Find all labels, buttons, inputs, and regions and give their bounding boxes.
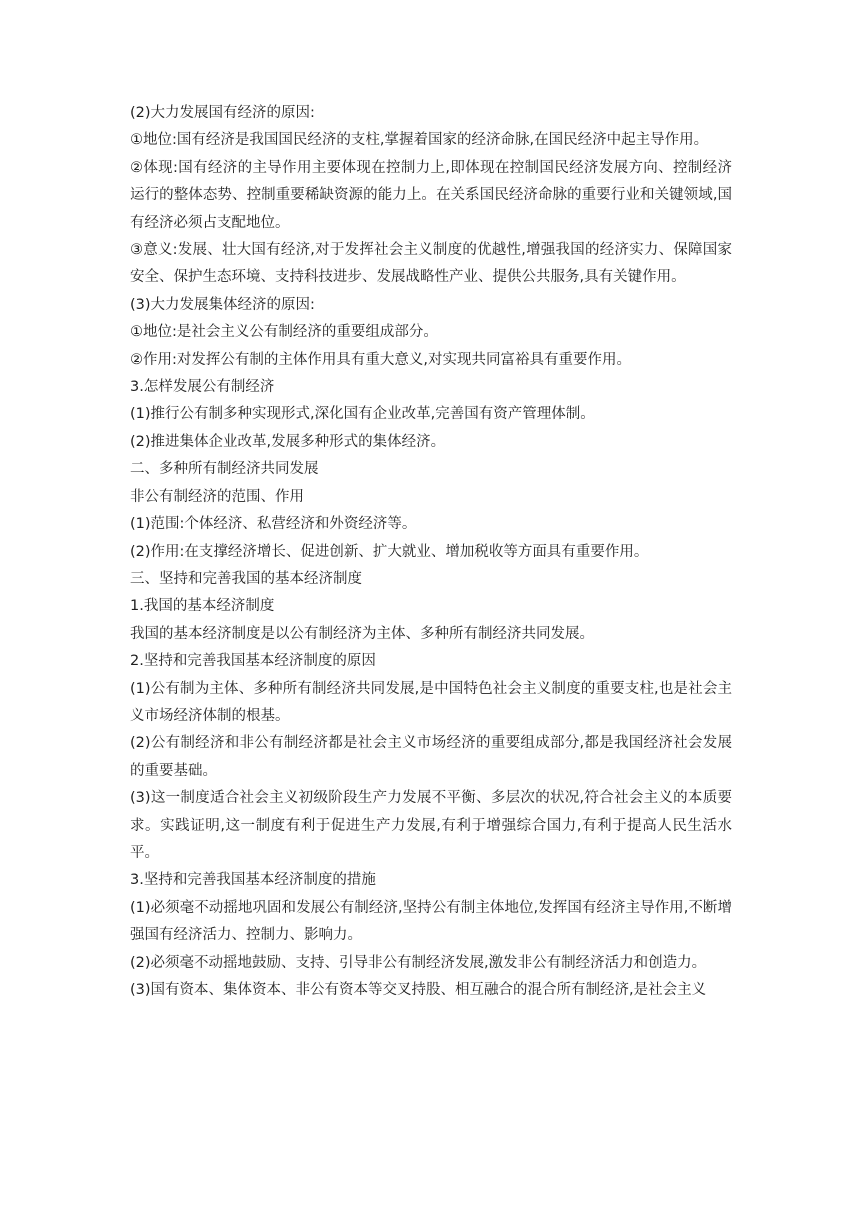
paragraph-collective-economy-position: ①地位:是社会主义公有制经济的重要组成部分。 <box>130 324 438 341</box>
paragraph-state-economy-manifestation: ②体现:国有经济的主导作用主要体现在控制力上,即体现在控制国民经济发展方向、控制经济运行的整体态势、控制重要稀缺资源的能力上。在关系国民经济命脉的重要行业和关键领域,国有经济必须占支配地位。 <box>130 159 732 231</box>
paragraph-basic-system-measure-3: (3)国有资本、集体资本、非公有资本等交叉持股、相互融合的混合所有制经济,是社会主义 <box>130 982 707 998</box>
paragraph-how-develop-public-heading: 3.怎样发展公有制经济 <box>130 379 275 396</box>
paragraph-collective-economy-role: ②作用:对发挥公有制的主体作用具有重大意义,对实现共同富裕具有重要作用。 <box>130 351 631 368</box>
paragraph-collective-economy-reason-heading: (3)大力发展集体经济的原因: <box>130 296 315 313</box>
section-heading-three: 三、坚持和完善我国的基本经济制度 <box>130 570 362 587</box>
paragraph-how-develop-public-2: (2)推进集体企业改革,发展多种形式的集体经济。 <box>130 433 446 450</box>
paragraph-basic-system-heading: 1.我国的基本经济制度 <box>130 598 275 615</box>
paragraph-basic-system-reason-1: (1)公有制为主体、多种所有制经济共同发展,是中国特色社会主义制度的重要支柱,也是社会主义市场经济体制的根基。 <box>130 680 732 724</box>
paragraph-state-economy-position: ①地位:国有经济是我国国民经济的支柱,掌握着国家的经济命脉,在国民经济中起主导作用。 <box>130 132 709 149</box>
paragraph-how-develop-public-1: (1)推行公有制多种实现形式,深化国有企业改革,完善国有资产管理体制。 <box>130 406 595 423</box>
document-page <box>130 100 732 1004</box>
paragraph-state-economy-significance: ③意义:发展、壮大国有经济,对于发挥社会主义制度的优越性,增强我国的经济实力、保障国家安全、保护生态环境、支持科技进步、发展战略性产业、提供公共服务,具有关键作用。 <box>130 242 732 286</box>
paragraph-state-economy-reason-heading: (2)大力发展国有经济的原因: <box>130 105 315 121</box>
paragraph-basic-system-measure-1: (1)必须毫不动摇地巩固和发展公有制经济,坚持公有制主体地位,发挥国有经济主导作用,不断增强国有经济活力、控制力、影响力。 <box>130 899 732 944</box>
paragraph-basic-system-reason-3: (3)这一制度适合社会主义初级阶段生产力发展不平衡、多层次的状况,符合社会主义的本质要求。实践证明,这一制度有利于促进生产力发展,有利于增强综合国力,有利于提高人民生活水平。 <box>130 790 732 861</box>
paragraph-basic-system-measures-heading: 3.坚持和完善我国基本经济制度的措施 <box>130 872 376 889</box>
paragraph-basic-system-reason-2: (2)公有制经济和非公有制经济都是社会主义市场经济的重要组成部分,都是我国经济社会发展的重要基础。 <box>130 735 732 779</box>
paragraph-basic-system-reason-heading: 2.坚持和完善我国基本经济制度的原因 <box>130 653 376 670</box>
paragraph-non-public-heading: 非公有制经济的范围、作用 <box>130 488 304 505</box>
paragraph-non-public-scope: (1)范围:个体经济、私营经济和外资经济等。 <box>130 516 417 533</box>
paragraph-non-public-role: (2)作用:在支撑经济增长、促进创新、扩大就业、增加税收等方面具有重要作用。 <box>130 543 649 560</box>
paragraph-basic-system-measure-2: (2)必须毫不动摇地鼓励、支持、引导非公有制经济发展,激发非公有制经济活力和创造力。 <box>130 954 707 971</box>
paragraph-basic-system-definition: 我国的基本经济制度是以公有制经济为主体、多种所有制经济共同发展。 <box>130 625 594 642</box>
section-heading-two: 二、多种所有制经济共同发展 <box>130 461 319 478</box>
